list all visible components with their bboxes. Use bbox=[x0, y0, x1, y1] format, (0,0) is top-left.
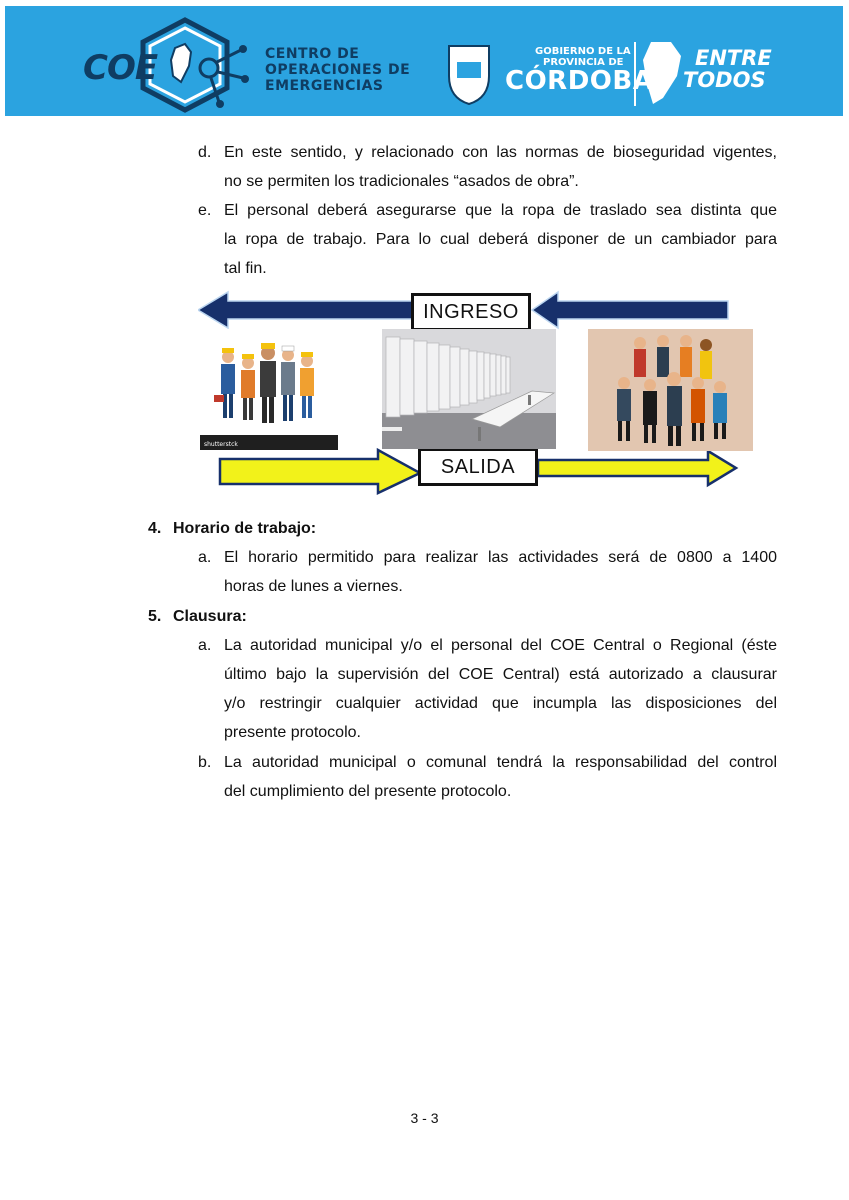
watermark-text: shutterstck bbox=[204, 441, 238, 448]
workers-illustration bbox=[200, 329, 338, 450]
office-people-icon bbox=[588, 329, 753, 451]
salida-label: SALIDA bbox=[418, 448, 538, 486]
construction-workers-icon bbox=[200, 329, 338, 450]
section-4-item-a-line-2: horas de lunes a viernes. bbox=[224, 578, 403, 595]
section-5-title: Clausura: bbox=[173, 608, 247, 625]
item-e-marker: e. bbox=[198, 202, 212, 219]
item-d-line-1: En este sentido, y relacionado con las normas de bioseguridad vigentes, bbox=[224, 144, 777, 161]
office-people-illustration bbox=[588, 329, 753, 451]
section-5-item-a-line-1: La autoridad municipal y/o el personal del COE Central o Regional (éste bbox=[224, 637, 777, 654]
item-d-marker: d. bbox=[198, 144, 212, 161]
section-5-item-a-marker: a. bbox=[198, 637, 212, 654]
arrow-ingreso-left bbox=[198, 292, 412, 328]
section-5-number: 5. bbox=[148, 608, 162, 625]
section-5-item-b-marker: b. bbox=[198, 754, 212, 771]
coe-title-line-1: CENTRO DE bbox=[265, 46, 360, 62]
header-banner bbox=[5, 6, 843, 116]
item-d-text bbox=[224, 138, 777, 196]
item-e-line-2: la ropa de trabajo. Para lo cual deberá disponer de un cambiador para bbox=[224, 231, 777, 248]
coe-wordmark: COE bbox=[83, 48, 158, 88]
section-5-item-a-line-4: presente protocolo. bbox=[224, 724, 361, 741]
page-number: 3 - 3 bbox=[410, 1110, 439, 1126]
slogan-line-2: TODOS bbox=[683, 68, 766, 92]
coe-title-line-3: EMERGENCIAS bbox=[265, 78, 384, 94]
section-4-item-a-line-1: El horario permitido para realizar las actividades será de 0800 a 1400 bbox=[224, 549, 777, 566]
item-e-line-3: tal fin. bbox=[224, 260, 267, 277]
section-5-item-b-text bbox=[224, 748, 777, 806]
section-4-item-a-marker: a. bbox=[198, 549, 212, 566]
gov-province-name: CÓRDOBA bbox=[505, 66, 654, 96]
section-5-item-b-line-2: del cumplimiento del presente protocolo. bbox=[224, 783, 512, 800]
section-5-item-b-line-1: La autoridad municipal o comunal tendrá la responsabilidad del control bbox=[224, 754, 777, 771]
gov-line-2: PROVINCIA DE bbox=[543, 57, 624, 68]
ingreso-salida-diagram bbox=[198, 288, 758, 498]
item-e-line-1: El personal deberá asegurarse que la ropa de traslado sea distinta que bbox=[224, 202, 777, 219]
arrow-salida-right bbox=[538, 451, 736, 485]
section-5-item-a-line-2: último bajo la supervisión del COE Central) está autorizado a clausurar bbox=[224, 666, 777, 683]
slogan-line-1: ENTRE bbox=[695, 46, 772, 70]
item-d-line-2: no se permiten los tradicionales “asados de obra”. bbox=[224, 173, 579, 190]
locker-room-icon bbox=[382, 329, 556, 449]
section-4-item-a-text bbox=[224, 543, 777, 601]
coe-title-line-2: OPERACIONES DE bbox=[265, 62, 411, 78]
arrow-salida-left bbox=[220, 450, 420, 493]
ingreso-label: INGRESO bbox=[411, 293, 531, 331]
section-5-item-a-text bbox=[224, 631, 777, 747]
section-5-item-a-line-3: y/o restringir cualquier actividad que incumpla las disposiciones del bbox=[224, 695, 777, 712]
section-4-title: Horario de trabajo: bbox=[173, 520, 317, 537]
section-4-number: 4. bbox=[148, 520, 162, 537]
gov-line-1: GOBIERNO DE LA bbox=[535, 46, 631, 57]
arrow-ingreso-right bbox=[532, 292, 728, 328]
item-e-text bbox=[224, 196, 777, 283]
locker-room-photo bbox=[382, 329, 556, 449]
